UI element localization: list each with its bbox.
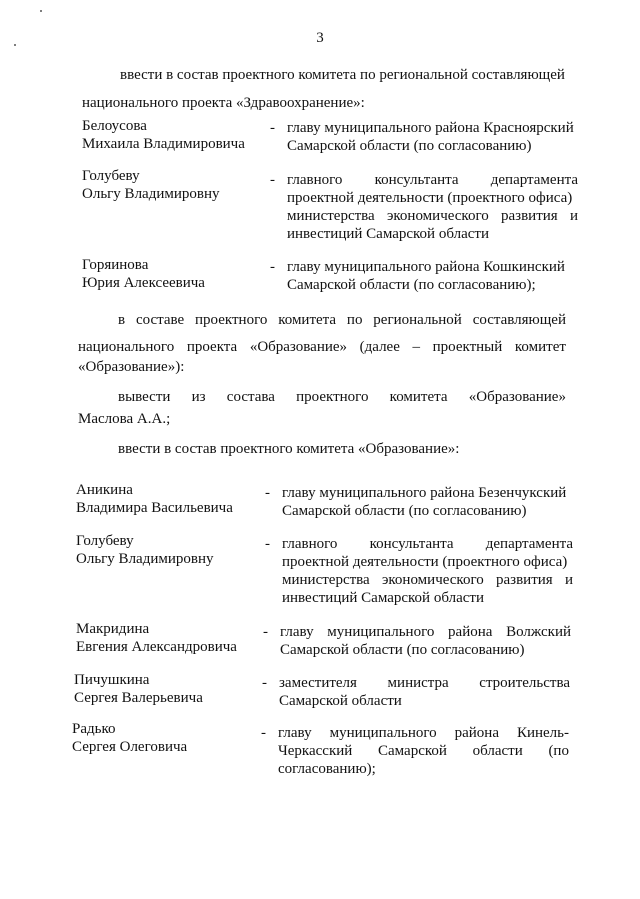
intro-line-1: ввести в состав проектного комитета по региональной составляющей <box>120 67 565 83</box>
member-position: главу муниципального района Безенчукский Самарской области (по согласованию) <box>282 485 567 519</box>
member-dash: - <box>270 259 275 275</box>
education-intro-line-2: национального проекта «Образование» (далее – проектный комитет <box>78 339 566 355</box>
member-dash: - <box>270 172 275 188</box>
member-position: главу муниципального района Кинель- Черкасский Самарской области (по согласованию); <box>278 725 569 777</box>
member-name: Пичушкина Сергея Валерьевича <box>74 672 203 706</box>
member-dash: - <box>263 624 268 640</box>
member-name: Горяинова Юрия Алексеевича <box>82 257 205 291</box>
member-dash: - <box>265 485 270 501</box>
member-position: главного консультанта департамента проектной деятельности (проектного офиса) министерства экономического развития и инвестиций Самарской области <box>282 536 573 606</box>
scan-speck <box>40 10 42 12</box>
member-dash: - <box>261 725 266 741</box>
member-name: Голубеву Ольгу Владимировну <box>82 168 220 202</box>
member-dash: - <box>262 675 267 691</box>
member-dash: - <box>270 120 275 136</box>
member-position: главу муниципального района Волжский Самарской области (по согласованию) <box>280 624 571 658</box>
member-name: Белоусова Михаила Владимировича <box>82 118 245 152</box>
member-name: Макридина Евгения Александровича <box>76 621 237 655</box>
education-intro-line-1: в составе проектного комитета по региональной составляющей <box>118 312 566 328</box>
education-intro-line-3: «Образование»): <box>78 359 185 375</box>
member-position: заместителя министра строительства Самарской области <box>279 675 570 709</box>
member-dash: - <box>265 536 270 552</box>
member-position: главу муниципального района Кошкинский Самарской области (по согласованию); <box>287 259 565 293</box>
page-number: 3 <box>316 30 324 46</box>
remove-line-2: Маслова А.А.; <box>78 411 171 427</box>
member-name: Аникина Владимира Васильевича <box>76 482 233 516</box>
member-name: Голубеву Ольгу Владимировну <box>76 533 214 567</box>
member-name: Радько Сергея Олеговича <box>72 721 188 755</box>
remove-line-1: вывести из состава проектного комитета «Образование» <box>118 389 566 405</box>
member-position: главного консультанта департамента проектной деятельности (проектного офиса) министерства экономического развития и инвестиций Самарской области <box>287 172 578 242</box>
member-position: главу муниципального района Красноярский Самарской области (по согласованию) <box>287 120 574 154</box>
intro-line-2: национального проекта «Здравоохранение»: <box>82 95 365 111</box>
add-intro: ввести в состав проектного комитета «Образование»: <box>118 441 460 457</box>
